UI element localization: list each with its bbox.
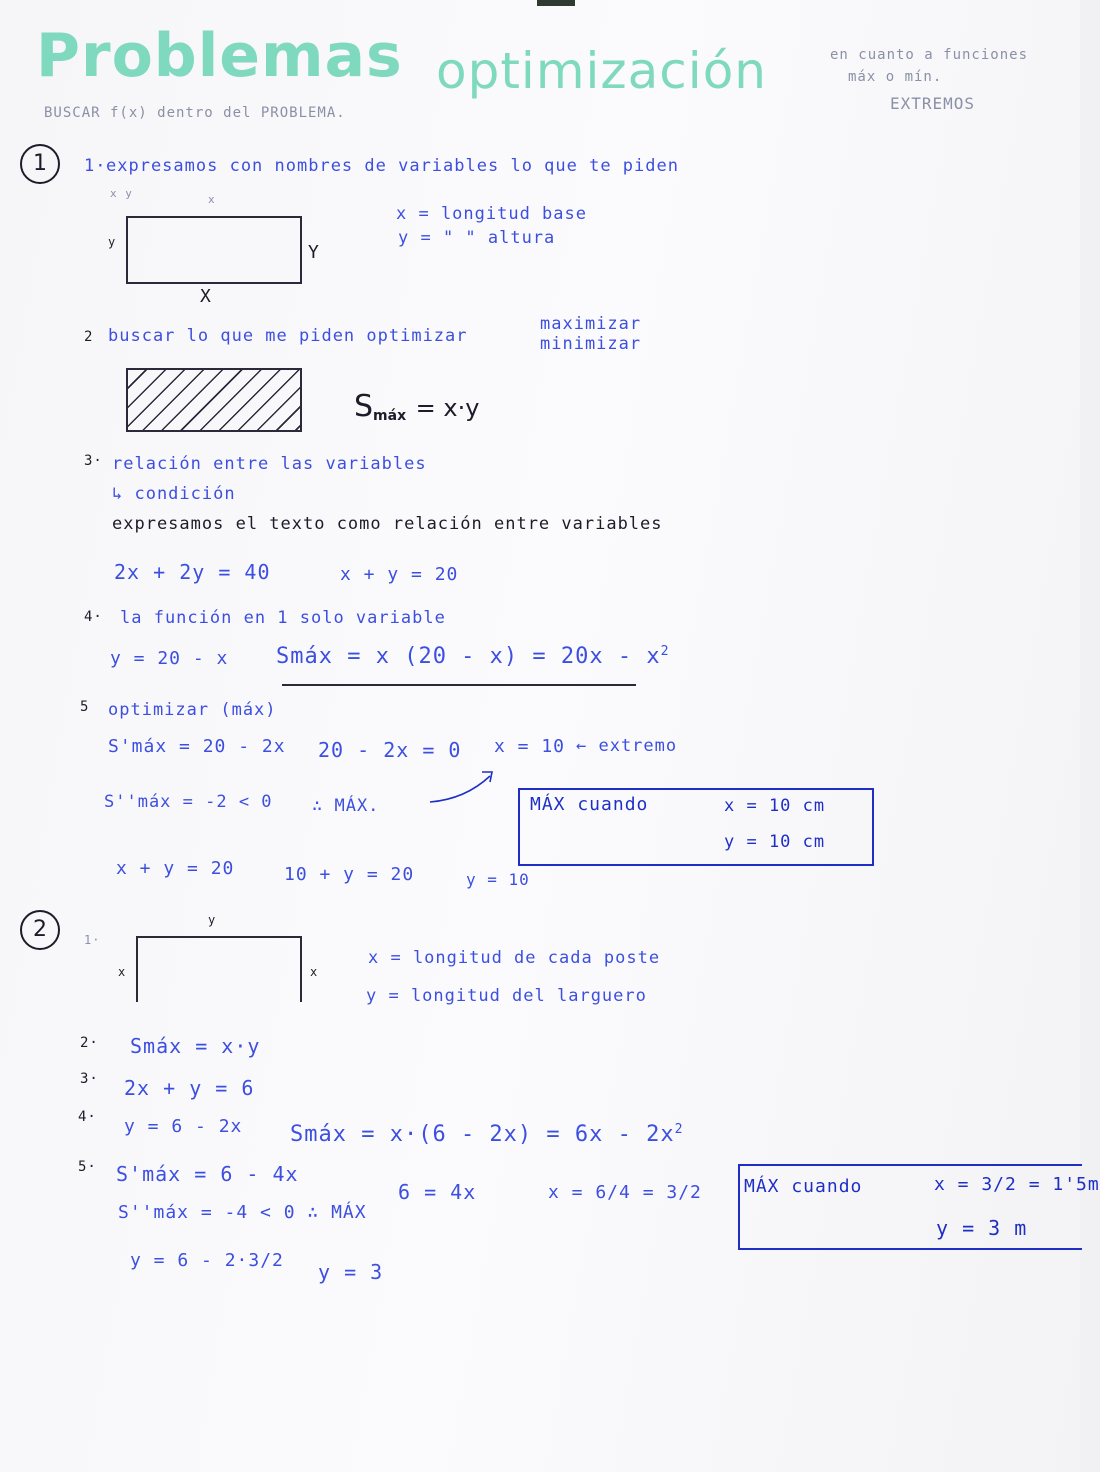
header-note-3: EXTREMOS	[890, 94, 976, 113]
p1-e1: x + y = 20	[116, 858, 235, 879]
p1-var-x: x = longitud base	[396, 204, 587, 224]
header-note-2: máx o mín.	[848, 69, 943, 85]
p1-step2-text: buscar lo que me piden optimizar	[108, 326, 468, 346]
p2-step4-label: 4·	[78, 1109, 97, 1125]
p2-step2-label: 2·	[80, 1035, 99, 1051]
p2-sketch-right: x	[310, 965, 319, 979]
p1-d1b: 20 - 2x = 0	[318, 738, 462, 762]
p1-step4-text: la función en 1 solo variable	[120, 608, 446, 628]
p1-e2: 10 + y = 20	[284, 864, 415, 885]
p1-sketch-top-x: x	[208, 193, 216, 206]
p1-sketch-left: y	[108, 235, 117, 249]
p1-step4-label: 4·	[84, 609, 103, 625]
subtitle: BUSCAR f(x) dentro del PROBLEMA.	[44, 105, 346, 121]
p2-box-y: y = 3 m	[936, 1216, 1028, 1240]
p1-brace-minimizar: minimizar	[540, 334, 642, 354]
p2-var-x: x = longitud de cada poste	[368, 948, 661, 968]
p2-step3-label: 3·	[80, 1071, 99, 1087]
p2-s5a: S'máx = 6 - 4x	[116, 1162, 299, 1186]
p2-s5b: 6 = 4x	[398, 1180, 477, 1204]
p1-box-y: y = 10 cm	[724, 832, 826, 852]
p2-sketch-top: y	[208, 913, 217, 927]
p1-step5-label: 5	[80, 699, 90, 715]
problem-number-1: 1	[20, 144, 60, 184]
p1-d1c-note: ← extremo	[576, 736, 678, 756]
p2-s5c: x = 6/4 = 3/2	[548, 1182, 702, 1203]
p2-step5-label: 5·	[78, 1159, 97, 1175]
p1-d2b: ∴ MÁX.	[312, 796, 380, 816]
p1-step3-sub: ↳ condición	[112, 484, 236, 504]
p1-step1-text: expresamos con nombres de variables lo que te piden	[106, 156, 679, 176]
p1-eq2: x + y = 20	[340, 564, 459, 585]
p1-step2-label: 2	[84, 329, 94, 345]
header-note-1: en cuanto a funciones	[830, 47, 1029, 63]
p1-d1c: x = 10	[494, 736, 566, 757]
p1-d1: S'máx = 20 - 2x	[108, 736, 286, 757]
p2-s4b: Smáx = $x\cdot(6 - 2x) = 6x - 2x^2$	[290, 1122, 684, 1147]
p1-step1-label: 1·	[84, 156, 107, 176]
p2-goalpost-sketch	[136, 936, 302, 1002]
p1-sketch-top-marks: x y	[110, 187, 133, 200]
p1-box-x: x = 10 cm	[724, 796, 826, 816]
p1-step5-text: optimizar (máx)	[108, 700, 277, 720]
title-optimizacion: optimización	[436, 42, 767, 100]
p1-brace-maximizar: maximizar	[540, 314, 642, 334]
p1-eq4: Smáx = x $(20 - x) = 20x - x^2$	[276, 644, 670, 669]
p1-step3-expr: expresamos el texto como relación entre variables	[112, 514, 663, 534]
p1-var-y: y = " " altura	[398, 228, 556, 248]
p1-step3-label: 3·	[84, 453, 103, 469]
problem-number-2: 2	[20, 910, 60, 950]
p1-step3-text: relación entre las variables	[112, 454, 427, 474]
p1-box-text: MÁX cuando	[530, 794, 649, 815]
p2-s5f: y = 3	[318, 1260, 384, 1284]
p2-s5d: S''máx = -4 < 0 ∴ MÁX	[118, 1202, 367, 1223]
p1-sketch-right: Y	[308, 242, 320, 263]
title-problemas: Problemas	[36, 21, 403, 91]
p2-s3: 2x + y = 6	[124, 1076, 255, 1100]
p2-box-text: MÁX cuando	[744, 1176, 863, 1197]
p1-s-formula: $S_{máx} = x\cdot y$	[354, 389, 480, 425]
p2-s2: Smáx = x·y	[130, 1034, 261, 1058]
p1-eq3: y = 20 - x	[110, 648, 229, 669]
p1-sketch-bottom: X	[200, 286, 212, 307]
p2-s4a: y = 6 - 2x	[124, 1116, 243, 1137]
p1-e3: y = 10	[466, 870, 530, 889]
p2-s5e: y = 6 - 2·3/2	[130, 1250, 284, 1271]
p2-box-x: x = 3/2 = 1'5m	[934, 1174, 1100, 1195]
p1-eq1: 2x + 2y = 40	[114, 560, 271, 584]
p2-var-y: y = longitud del larguero	[366, 986, 647, 1006]
p2-sketch-left: x	[118, 965, 127, 979]
p2-step1-label: 1·	[84, 933, 101, 947]
p1-d2: S''máx = -2 < 0	[104, 792, 273, 812]
